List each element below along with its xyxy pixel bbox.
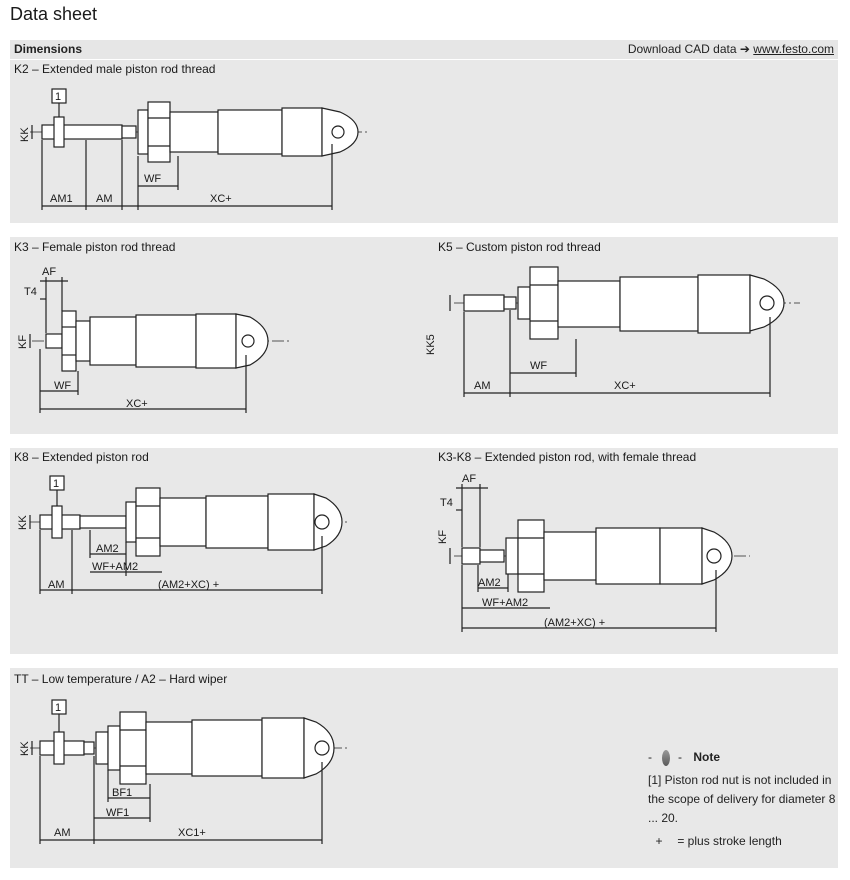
tt-wf1-label: WF1	[106, 807, 130, 819]
k3k8-am2-label: AM2	[478, 577, 501, 589]
k3-xc-label: XC+	[126, 398, 148, 410]
k3k8-kf-label: KF	[437, 529, 449, 544]
k3-kf-label: KF	[17, 334, 29, 349]
note-box	[648, 748, 838, 851]
k5-xc-label: XC+	[614, 380, 636, 392]
k8-am-label: AM	[48, 579, 65, 591]
k2-callout-label: 1	[55, 91, 62, 103]
k5-kk5-label: KK5	[425, 334, 437, 355]
caption-k8: K8 – Extended piston rod	[14, 450, 149, 464]
k2-kk-label: KK	[19, 127, 31, 142]
tt-xc1-label: XC1+	[178, 827, 206, 839]
k3-af-label: AF	[42, 266, 57, 278]
note-icon: -	[648, 750, 652, 764]
k2-am-label: AM	[96, 193, 113, 205]
k3k8-am2xc-label: (AM2+XC) +	[544, 617, 606, 629]
section-title: Dimensions	[14, 42, 83, 56]
note-plus-text: = plus stroke length	[677, 834, 782, 848]
k2-wf-label: WF	[144, 173, 162, 185]
tt-bf1-label: BF1	[112, 787, 133, 799]
k8-kk-label: KK	[17, 515, 29, 530]
diagram-k3-k5	[10, 237, 838, 434]
note-marker-icon	[662, 750, 670, 766]
panel-k8-k3k8	[10, 448, 838, 654]
arrow-right-icon: ➔	[739, 42, 750, 56]
k3k8-wfam2-label: WF+AM2	[482, 597, 529, 609]
k8-wfam2-label: WF+AM2	[92, 561, 139, 573]
download-label: Download CAD data	[627, 42, 737, 56]
diagram-k2	[10, 60, 838, 223]
note-title: Note	[693, 750, 721, 764]
k2-am1-label: AM1	[50, 193, 73, 205]
festo-link[interactable]: www.festo.com	[753, 42, 834, 56]
caption-k3: K3 – Female piston rod thread	[14, 240, 176, 254]
caption-k2: K2 – Extended male piston rod thread	[14, 62, 216, 76]
tt-am-label: AM	[54, 827, 71, 839]
k3-t4-label: T4	[24, 286, 37, 298]
note-plus-symbol: +	[655, 834, 663, 848]
diagram-k8-k3k8	[10, 448, 838, 654]
section-header	[10, 40, 838, 59]
note-text: [1] Piston rod nut is not included in the scope of delivery for diameter 8 ... 20.	[648, 773, 836, 825]
k3k8-t4-label: T4	[440, 497, 453, 509]
note-dash-icon: -	[678, 750, 682, 764]
tt-kk-label: KK	[19, 741, 31, 756]
download-cad	[628, 42, 834, 56]
k3k8-af-label: AF	[462, 473, 477, 485]
diagram-tt	[10, 668, 630, 868]
k2-xc-label: XC+	[210, 193, 232, 205]
caption-k5: K5 – Custom piston rod thread	[438, 240, 601, 254]
k8-am2xc-label: (AM2+XC) +	[158, 579, 220, 591]
k3-wf-label: WF	[54, 380, 72, 392]
tt-callout-label: 1	[55, 702, 62, 714]
caption-k3k8: K3-K8 – Extended piston rod, with female thread	[438, 450, 697, 464]
page-title: Data sheet	[10, 4, 98, 24]
panel-k3-k5	[10, 237, 838, 434]
caption-tt: TT – Low temperature / A2 – Hard wiper	[14, 672, 228, 686]
k8-callout-label: 1	[53, 478, 60, 490]
panel-k2	[10, 60, 838, 223]
k5-am-label: AM	[474, 380, 491, 392]
k5-wf-label: WF	[530, 360, 548, 372]
k8-am2-label: AM2	[96, 543, 119, 555]
